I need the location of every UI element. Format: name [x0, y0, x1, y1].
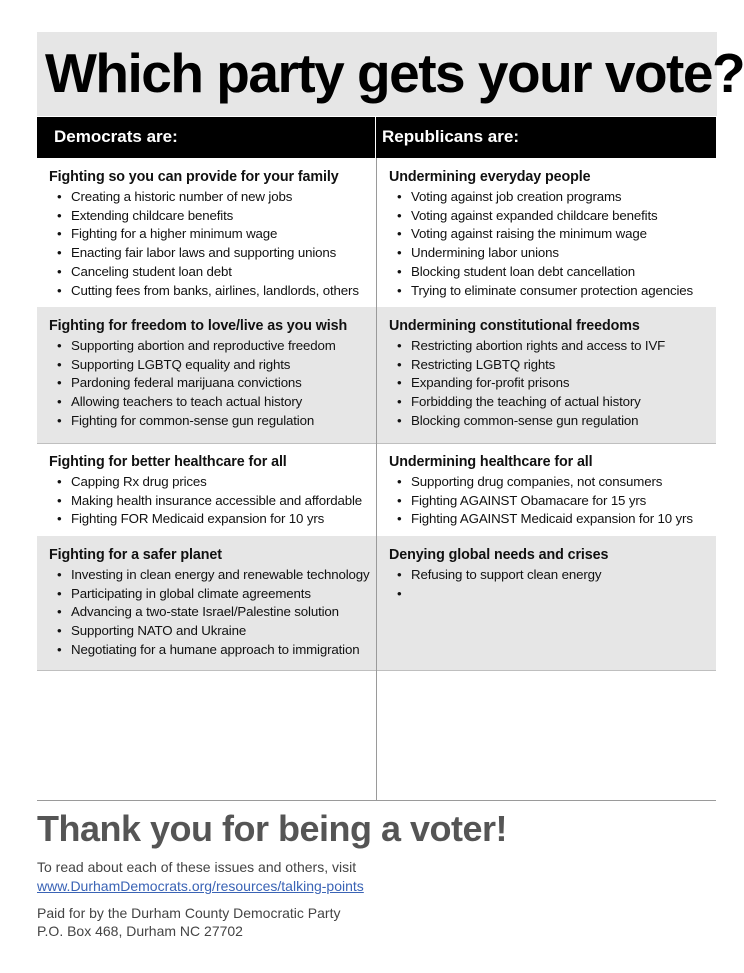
bullet-list — [397, 566, 601, 585]
democrats-cell — [37, 158, 375, 307]
list-item: • Cutting fees from banks, airlines, landlords, others — [57, 282, 359, 301]
list-item: • Supporting abortion and reproductive freedom — [57, 337, 336, 356]
list-item: • Expanding for-profit prisons — [397, 374, 665, 393]
list-item: • Fighting AGAINST Obamacare for 15 yrs — [397, 492, 693, 511]
list-item: • Allowing teachers to teach actual history — [57, 393, 336, 412]
talking-points-link[interactable]: www.DurhamDemocrats.org/resources/talking-points — [37, 878, 364, 894]
democrats-column-header: Democrats are: — [54, 127, 178, 146]
header-divider — [375, 117, 376, 158]
bullet-list — [57, 337, 336, 431]
list-item: • Voting against job creation programs — [397, 188, 693, 207]
address-text: P.O. Box 468, Durham NC 27702 — [37, 923, 243, 939]
list-item: • Canceling student loan debt — [57, 263, 359, 282]
cell-heading: Fighting so you can provide for your family — [49, 169, 339, 185]
title-banner — [37, 32, 744, 116]
bullet-list — [397, 188, 693, 300]
list-item: • Refusing to support clean energy — [397, 566, 601, 585]
cell-heading: Denying global needs and crises — [389, 547, 609, 563]
list-item: • Forbidding the teaching of actual history — [397, 393, 665, 412]
list-item: • Fighting for a higher minimum wage — [57, 225, 359, 244]
cell-heading: Undermining healthcare for all — [389, 454, 593, 470]
list-item: • Creating a historic number of new jobs — [57, 188, 359, 207]
column-header-row — [37, 117, 716, 158]
cell-heading: Fighting for freedom to love/live as you wish — [49, 318, 348, 334]
bottom-divider — [37, 800, 716, 801]
bullet-list — [57, 188, 359, 300]
bullet-list — [57, 473, 362, 529]
table-row — [37, 536, 716, 671]
list-item: • Investing in clean energy and renewable technology — [57, 566, 370, 585]
republicans-column-header: Republicans are: — [382, 127, 519, 146]
list-item: • Supporting NATO and Ukraine — [57, 622, 370, 641]
list-item: • Restricting abortion rights and access to IVF — [397, 337, 665, 356]
list-item: • Advancing a two-state Israel/Palestine solution — [57, 603, 370, 622]
list-item: • Supporting drug companies, not consumers — [397, 473, 693, 492]
cell-heading: Fighting for better healthcare for all — [49, 454, 287, 470]
republicans-cell — [376, 307, 717, 443]
table-row — [37, 443, 716, 537]
list-item: • Negotiating for a humane approach to immigration — [57, 641, 370, 660]
list-item: • Undermining labor unions — [397, 244, 693, 263]
list-item: • Making health insurance accessible and affordable — [57, 492, 362, 511]
list-item: • Blocking student loan debt cancellation — [397, 263, 693, 282]
cell-heading: Fighting for a safer planet — [49, 547, 222, 563]
list-item: • Enacting fair labor laws and supporting unions — [57, 244, 359, 263]
cell-heading: Undermining constitutional freedoms — [389, 318, 640, 334]
page-title: Which party gets your vote? — [45, 42, 744, 104]
table-row — [37, 158, 716, 308]
list-item: • Voting against expanded childcare benefits — [397, 207, 693, 226]
bullet-list — [397, 473, 693, 529]
list-item: • Extending childcare benefits — [57, 207, 359, 226]
democrats-cell — [37, 536, 375, 670]
list-item: • Blocking common-sense gun regulation — [397, 412, 665, 431]
list-item: • Trying to eliminate consumer protection agencies — [397, 282, 693, 301]
bullet-list — [57, 566, 370, 660]
republicans-cell — [376, 158, 717, 307]
list-item: • Fighting for common-sense gun regulation — [57, 412, 336, 431]
list-item: • Pardoning federal marijuana convictions — [57, 374, 336, 393]
thank-you-heading: Thank you for being a voter! — [37, 808, 508, 849]
democrats-cell — [37, 443, 375, 536]
bullet-list — [397, 337, 665, 431]
list-item: • Participating in global climate agreements — [57, 585, 370, 604]
list-item: • Capping Rx drug prices — [57, 473, 362, 492]
list-item: • Fighting AGAINST Medicaid expansion for 10 yrs — [397, 510, 693, 529]
read-more-text: To read about each of these issues and others, visit — [37, 859, 357, 875]
republicans-cell — [376, 536, 717, 670]
list-item: • Fighting FOR Medicaid expansion for 10 yrs — [57, 510, 362, 529]
list-item: • Voting against raising the minimum wage — [397, 225, 693, 244]
table-row — [37, 307, 716, 444]
talking-points-link-line — [37, 877, 364, 895]
cell-heading: Undermining everyday people — [389, 169, 591, 185]
paid-for-text: Paid for by the Durham County Democratic Party — [37, 905, 341, 921]
democrats-cell — [37, 307, 375, 443]
list-item: • Restricting LGBTQ rights — [397, 356, 665, 375]
list-item: • Supporting LGBTQ equality and rights — [57, 356, 336, 375]
republicans-cell — [376, 443, 717, 536]
column-divider — [376, 670, 377, 800]
